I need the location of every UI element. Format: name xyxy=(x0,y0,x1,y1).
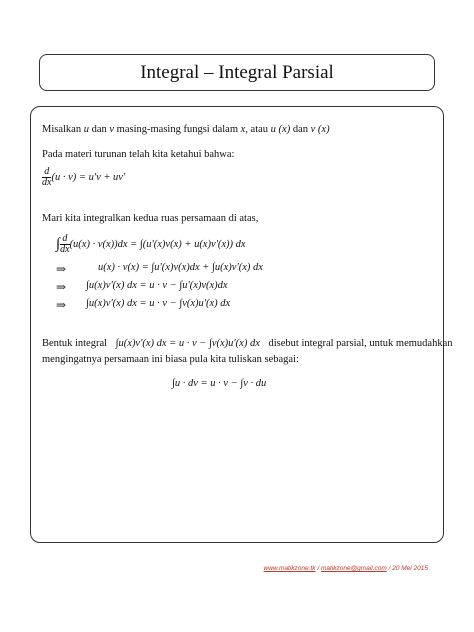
title-box xyxy=(39,54,435,91)
intro-text-a: Misalkan xyxy=(42,124,84,135)
implies-arrow: ⇒ xyxy=(56,262,67,276)
var-x: x xyxy=(240,124,246,135)
derivation-expression: (u(x) · v(x))dx = ∫(u'(x)v(x) + u(x)v'(x)) dx xyxy=(69,238,246,250)
implies-arrow: ⇒ xyxy=(56,280,67,294)
intro-text-b: dan xyxy=(88,124,110,135)
closing-text-a: Bentuk integral xyxy=(42,338,108,349)
closing-text-b: disebut integral parsial, untuk memudahkan xyxy=(268,338,453,349)
footer-separator: / xyxy=(315,565,321,572)
intro-text-c: masing-masing fungsi dalam xyxy=(114,124,241,135)
email-link[interactable]: matikzone@gmail.com xyxy=(320,565,387,572)
closing-line-1 xyxy=(42,338,453,349)
implies-arrow: ⇒ xyxy=(56,298,67,312)
page-title: Integral – Integral Parsial xyxy=(140,61,334,83)
inline-formula: ∫u(x)v'(x) dx = u · v − ∫v(x)u'(x) dx xyxy=(115,338,260,349)
final-formula: ∫u · dv = u · v − ∫v · du xyxy=(172,378,267,389)
var-vx: v (x) xyxy=(310,124,330,135)
var-u: u xyxy=(83,124,89,135)
footer xyxy=(264,565,429,572)
fraction-denominator: dx xyxy=(42,177,52,188)
fraction-numerator: d xyxy=(42,167,51,178)
derivative-equation xyxy=(42,167,125,188)
fraction-denominator: dx xyxy=(60,244,70,255)
intro-line xyxy=(42,124,330,135)
fraction-numerator: d xyxy=(60,234,69,245)
intro-text-d: , atau xyxy=(245,124,271,135)
derivative-rhs: (u · v) = u'v + uv' xyxy=(51,171,126,183)
derivation-line-3: ∫u(x)v'(x) dx = u · v − ∫u'(x)v(x)dx xyxy=(86,280,228,291)
intro-text-e: dan xyxy=(290,124,311,135)
var-ux: u (x) xyxy=(270,124,291,135)
footer-separator: / xyxy=(386,565,393,572)
footer-date: 20 Mei 2015 xyxy=(392,565,428,572)
website-link[interactable]: www.matikzone.tk xyxy=(263,565,316,572)
derivation-line-1 xyxy=(56,234,246,255)
derivation-fraction xyxy=(60,234,69,255)
derivation-line-2: u(x) · v(x) = ∫u'(x)v(x)dx + ∫u(x)v'(x) dx xyxy=(98,262,263,273)
var-v: v xyxy=(109,124,115,135)
derivation-line-4: ∫u(x)v'(x) dx = u · v − ∫v(x)u'(x) dx xyxy=(86,298,231,309)
closing-line-2: mengingatnya persamaan ini biasa pula kita tuliskan sebagai: xyxy=(42,354,299,365)
integrate-paragraph: Mari kita integralkan kedua ruas persamaan di atas, xyxy=(42,213,259,224)
integral-sign: ∫ xyxy=(56,236,61,252)
turunan-paragraph: Pada materi turunan telah kita ketahui bahwa: xyxy=(42,149,235,160)
